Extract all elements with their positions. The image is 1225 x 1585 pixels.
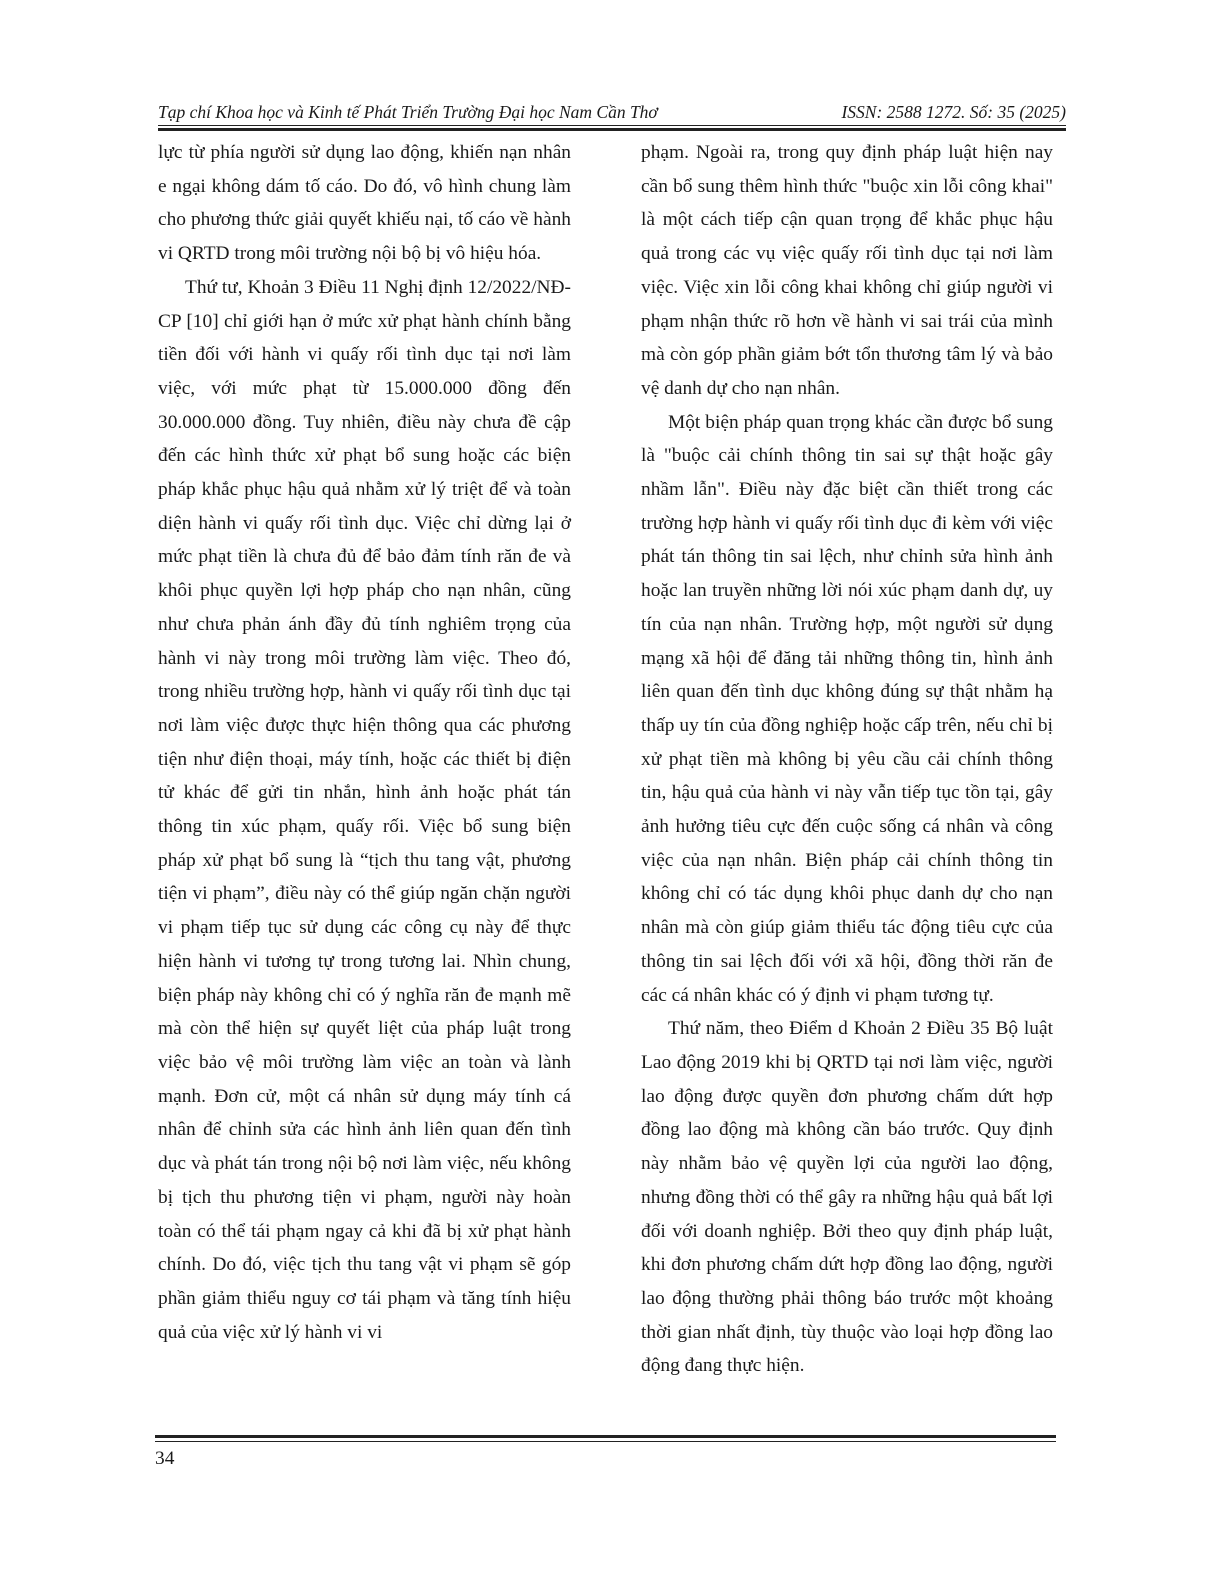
paragraph: Thứ năm, theo Điểm d Khoản 2 Điều 35 Bộ luật Lao động 2019 khi bị QRTD tại nơi làm việc, người lao động được quyền đơn phương chấm dứt hợp đồng lao động mà không cần báo trước. Quy định này nhằm bảo vệ quyền lợi của người lao động, nhưng đồng thời có thể gây ra những hậu quả bất lợi đối với doanh nghiệp. Bởi theo quy định pháp luật, khi đơn phương chấm dứt hợp đồng lao động, người lao động thường phải thông báo trước một khoảng thời gian nhất định, tùy thuộc vào loại hợp đồng lao động đang thực hiện. — [641, 1018, 1053, 1377]
issn-issue: ISSN: 2588 1272. Số: 35 (2025) — [841, 102, 1066, 122]
header-rule — [158, 128, 1066, 131]
footer-rule-thin — [155, 1441, 1056, 1442]
running-header — [158, 100, 1066, 126]
paragraph: Một biện pháp quan trọng khác cần được bổ sung là "buộc cải chính thông tin sai sự thật hoặc gây nhầm lẫn". Điều này đặc biệt cần thiết trong các trường hợp hành vi quấy rối tình dục đi kèm với việc phát tán thông tin sai lệch, như chỉnh sửa hình ảnh hoặc lan truyền những lời nói xúc phạm danh dự, uy tín của nạn nhân. Trường hợp, một người sử dụng mạng xã hội để đăng tải những thông tin, hình ảnh liên quan đến tình dục không đúng sự thật nhằm hạ thấp uy tín của đồng nghiệp hoặc cấp trên, nếu chỉ bị xử phạt tiền mà không bị yêu cầu cải chính thông tin, hậu quả của hành vi này vẫn tiếp tục tồn tại, gây ảnh hưởng tiêu cực đến cuộc sống cá nhân và công việc của nạn nhân. Biện pháp cải chính thông tin không chỉ có tác dụng khôi phục danh dự cho nạn nhân mà còn giúp giảm thiểu tác động tiêu cực của thông tin sai lệch đối với xã hội, đồng thời răn đe các cá nhân khác có ý định vi phạm tương tự. — [641, 411, 1053, 1006]
left-column — [158, 136, 571, 1349]
footer-rule — [155, 1435, 1056, 1438]
right-column — [641, 136, 1053, 1383]
paragraph: Thứ tư, Khoản 3 Điều 11 Nghị định 12/2022/NĐ-CP [10] chỉ giới hạn ở mức xử phạt hành chính bằng tiền đối với hành vi quấy rối tình dục tại nơi làm việc, với mức phạt từ 15.000.000 đồng đến 30.000.000 đồng. Tuy nhiên, điều này chưa đề cập đến các hình thức xử phạt bổ sung hoặc các biện pháp khắc phục hậu quả nhằm xử lý triệt để và toàn diện hành vi quấy rối tình dục. Việc chỉ dừng lại ở mức phạt tiền là chưa đủ để bảo đảm tính răn đe và khôi phục quyền lợi hợp pháp cho nạn nhân, cũng như chưa phản ánh đầy đủ tính nghiêm trọng của hành vi này trong môi trường làm việc. Theo đó, trong nhiều trường hợp, hành vi quấy rối tình dục tại nơi làm việc được thực hiện thông qua các phương tiện như điện thoại, máy tính, hoặc các thiết bị điện tử khác để gửi tin nhắn, hình ảnh hoặc phát tán thông tin xúc phạm, quấy rối. Việc bổ sung biện pháp xử phạt bổ sung là “tịch thu tang vật, phương tiện vi phạm”, điều này có thể giúp ngăn chặn người vi phạm tiếp tục sử dụng các công cụ này để thực hiện hành vi tương tự trong tương lai. Nhìn chung, biện pháp này không chỉ có ý nghĩa răn đe mạnh mẽ mà còn thể hiện sự quyết liệt của pháp luật trong việc bảo vệ môi trường làm việc an toàn và lành mạnh. Đơn cử, một cá nhân sử dụng máy tính cá nhân để chỉnh sửa các hình ảnh liên quan đến tình dục và phát tán trong nội bộ nơi làm việc, nếu không bị tịch thu phương tiện vi phạm, người này hoàn toàn có thể tái phạm ngay cả khi đã bị xử phạt hành chính. Do đó, việc tịch thu tang vật vi phạm sẽ góp phần giảm thiểu nguy cơ tái phạm và tăng tính hiệu quả của việc xử lý hành vi vi — [158, 276, 571, 1343]
paragraph: lực từ phía người sử dụng lao động, khiến nạn nhân e ngại không dám tố cáo. Do đó, vô hình chung làm cho phương thức giải quyết khiếu nại, tố cáo về hành vi QRTD trong môi trường nội bộ bị vô hiệu hóa. — [158, 142, 571, 265]
journal-title: Tạp chí Khoa học và Kinh tế Phát Triển Trường Đại học Nam Cần Thơ — [158, 102, 658, 122]
page-number: 34 — [155, 1448, 175, 1469]
paragraph: phạm. Ngoài ra, trong quy định pháp luật hiện nay cần bổ sung thêm hình thức "buộc xin lỗi công khai" là một cách tiếp cận quan trọng để khắc phục hậu quả trong các vụ việc quấy rối tình dục tại nơi làm việc. Việc xin lỗi công khai không chỉ giúp người vi phạm nhận thức rõ hơn về hành vi sai trái của mình mà còn góp phần giảm bớt tổn thương tâm lý và bảo vệ danh dự cho nạn nhân. — [641, 142, 1053, 399]
